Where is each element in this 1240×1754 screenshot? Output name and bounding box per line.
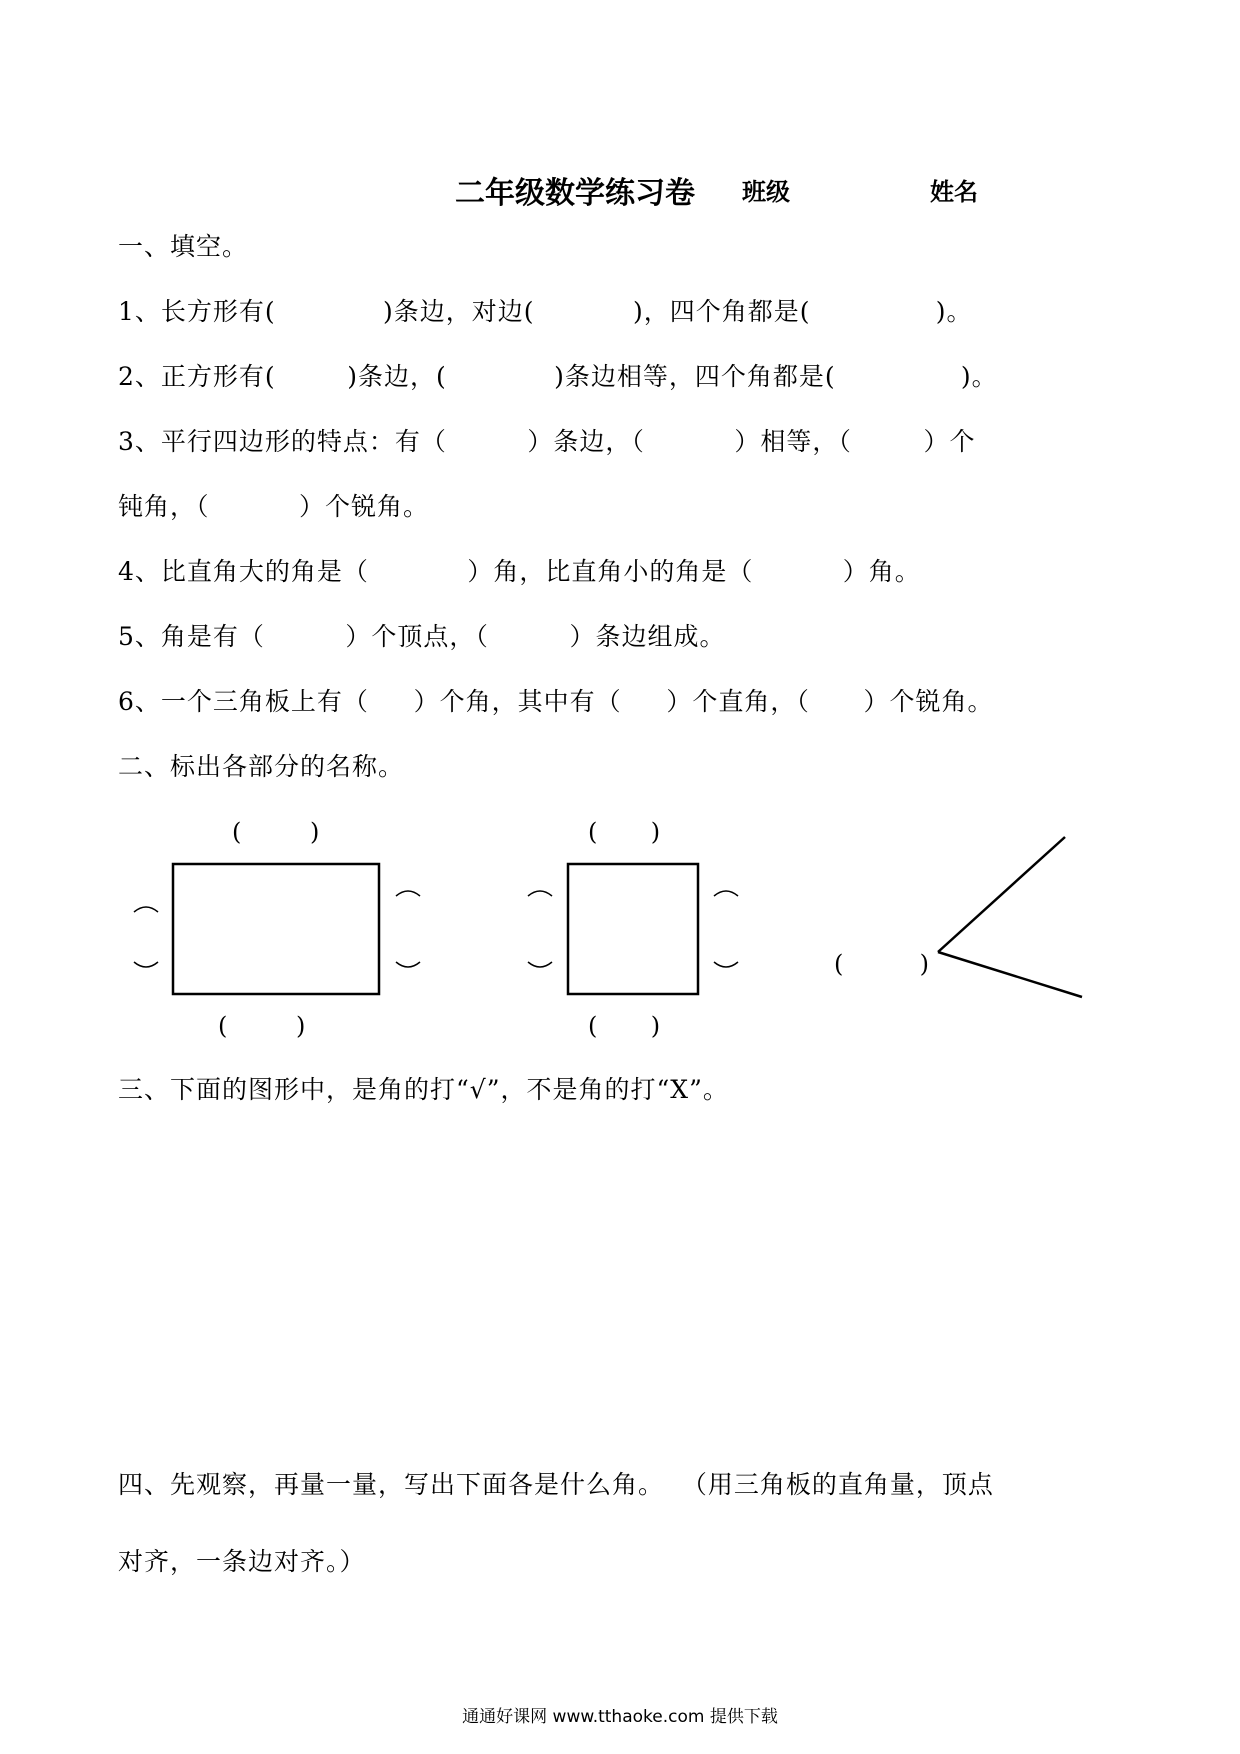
question-1: 1、长方形有( )条边，对边( )，四个角都是( )。 — [118, 297, 973, 326]
angle-ray-lower — [938, 952, 1082, 997]
angle-figure — [938, 837, 1082, 997]
section2-heading: 二、标出各部分的名称。 — [118, 752, 405, 781]
question-3-line1: 3、平行四边形的特点：有（ ）条边，（ ）相等，（ ）个 — [118, 427, 976, 456]
class-label: 班级 — [742, 178, 790, 206]
question-3-line2: 钝角，（ ）个锐角。 — [118, 492, 429, 521]
side-brackets — [134, 891, 738, 967]
question-5: 5、角是有（ ）个顶点，（ ）条边组成。 — [118, 622, 726, 651]
question-4: 4、比直角大的角是（ ）角，比直角小的角是（ ）角。 — [118, 557, 921, 586]
section4-line2: 对齐，一条边对齐。） — [118, 1547, 366, 1576]
bracket-arc — [396, 891, 420, 896]
square-figure — [568, 864, 698, 994]
question-6: 6、一个三角板上有（ ）个角，其中有（ ）个直角，（ ）个锐角。 — [118, 687, 994, 716]
bracket-arc — [528, 891, 552, 896]
bracket-arc — [528, 962, 552, 967]
angle-ray-upper — [938, 837, 1065, 952]
angle-vertex-blank[interactable]: ( ) — [834, 950, 930, 978]
rect-top-blank[interactable]: ( ) — [232, 818, 320, 846]
rectangle-figure — [173, 864, 379, 994]
footer-credit: 通通好课网 www.tthaoke.com 提供下载 — [462, 1707, 778, 1727]
bracket-arc — [714, 962, 738, 967]
question-2: 2、正方形有( )条边，( )条边相等，四个角都是( )。 — [118, 362, 998, 391]
name-label: 姓名 — [930, 178, 978, 206]
rect-bottom-blank[interactable]: ( ) — [218, 1012, 306, 1040]
bracket-arc — [396, 962, 420, 967]
section4-line1: 四、先观察，再量一量，写出下面各是什么角。 （用三角板的直角量，顶点 — [118, 1470, 994, 1499]
bracket-arc — [714, 891, 738, 896]
square-bottom-blank[interactable]: ( ) — [588, 1012, 661, 1040]
bracket-arc — [134, 962, 158, 967]
square-top-blank[interactable]: ( ) — [588, 818, 661, 846]
page-title: 二年级数学练习卷 — [455, 176, 695, 211]
section3-heading: 三、下面的图形中，是角的打“√”，不是角的打“X”。 — [118, 1075, 729, 1104]
section1-heading: 一、填空。 — [118, 232, 249, 261]
bracket-arc — [134, 907, 158, 912]
